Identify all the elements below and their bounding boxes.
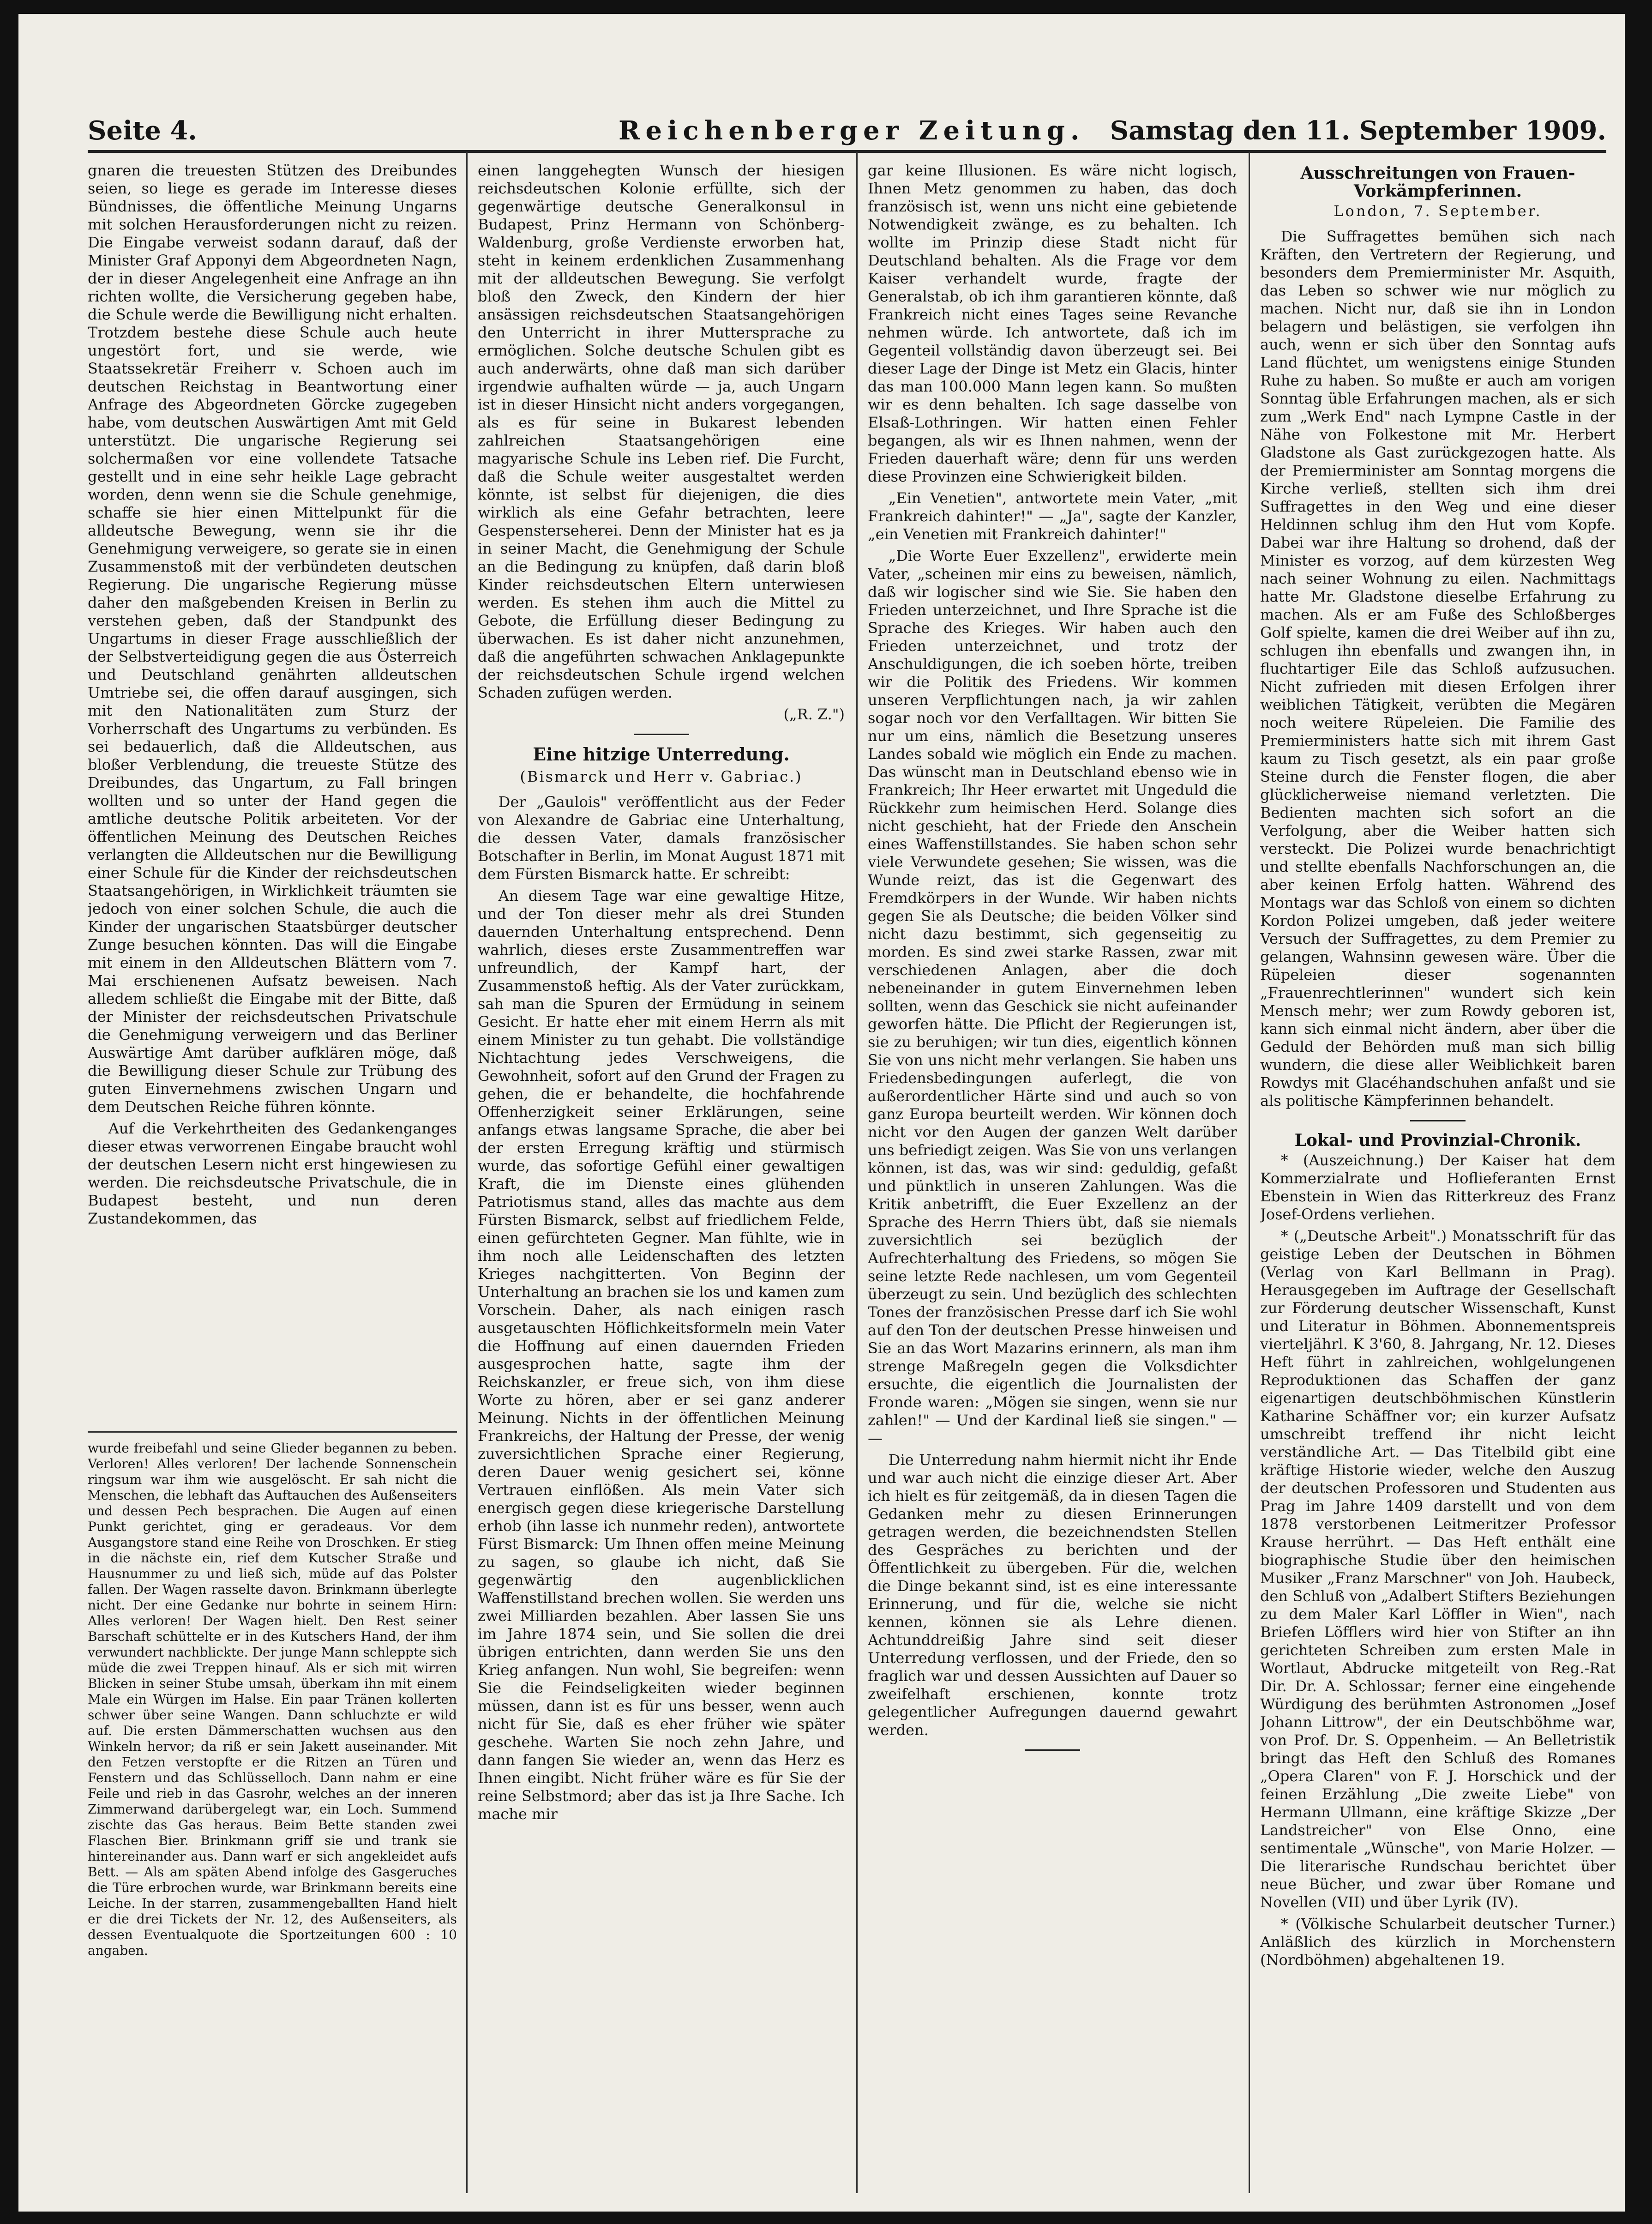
article-paragraph: Der „Gaulois" veröffentlicht aus der Feder von Alexandre de Gabriac eine Unterhaltung, die dessen Vater, damals französischer Botschafter in Berlin, im Monat August 1871 mit dem Fürsten Bismarck hatte. Er schreibt:: [478, 793, 845, 883]
news-item: * (Völkische Schularbeit deutscher Turner.) Anläßlich des kürzlich in Morchenstern (Nordböhmen) abgehaltenen 19.: [1260, 1915, 1616, 1969]
page-number: Seite 4.: [88, 115, 197, 146]
news-item: * („Deutsche Arbeit".) Monatsschrift für das geistige Leben der Deutschen in Böhmen (Verlag von Karl Bellmann in Prag). Herausgegeben im Auftrage der Gesellschaft zur Förderung deutscher Wissenschaft, Kunst und Literatur in Böhmen. Abonnementspreis vierteljährl. K 3'60, 8. Jahrgang, Nr. 12. Dieses Heft führt in zahlreichen, wohlgelungenen Reproduktionen das Schaffen der ganz eigenartigen deutschböhmischen Künstlerin Katharine Schäffner vor; ein kurzer Aufsatz umschreibt treffend ihr nicht leicht verständliche Art. — Das Titelbild gibt eine kräftige Historie wieder, welche den Auszug der deutschen Professoren und Studenten aus Prag im Jahre 1409 darstellt und von dem 1878 verstorbenen Leitmeritzer Professor Krause herrührt. — Das Heft enthält eine biographische Studie über den heimischen Musiker „Franz Marschner" von Joh. Haubeck, den Schluß von „Adalbert Stifters Beziehungen zu dem Maler Karl Löffler in Wien", nach Briefen Löfflers wird hier von Stifter an ihn gerichteten Schreiben zum ersten Male in Wortlaut, Abdrucke mitgeteilt von Reg.-Rat Dir. Dr. A. Schlossar; ferner eine eingehende Würdigung des berühmten Astronomen „Josef Johann Littrow", der ein Deutschböhme war, von Prof. Dr. S. Oppenheim. — An Belletristik bringt das Heft den Schluß des Romanes „Opera Claren" von F. J. Horschick und der feinen Erzählung „Die zweite Liebe" von Hermann Ullmann, eine kräftige Skizze „Der Landstreicher" von Else Onno, eine sentimentale „Wünsche", von Marie Holzer. — Die literarische Rundschau berichtet über neue Bücher, und zwar über Romane und Novellen (VII) und über Lyrik (IV).: [1260, 1227, 1616, 1911]
column-1: [88, 162, 457, 1422]
newspaper-page: [18, 14, 1625, 2212]
feuilleton-serial: [88, 1440, 457, 2188]
column-2: [478, 162, 845, 2193]
news-item: * (Auszeichnung.) Der Kaiser hat dem Kommerzialrate und Hoflieferanten Ernst Ebenstein in Wien das Ritterkreuz des Franz Josef-Ordens verliehen.: [1260, 1151, 1616, 1223]
section-separator: [634, 734, 689, 735]
column-divider: [856, 152, 858, 2193]
article-paragraph: „Die Worte Euer Exzellenz", erwiderte mein Vater, „scheinen mir eins zu beweisen, nämlich, daß wir logischer sind wie Sie. Sie haben den Frieden unterzeichnet, und Ihre Sprache ist die Sprache des Krieges. Wir haben auch den Frieden unterzeichnet, und trotz der Anschuldigungen, die ich soeben hörte, treiben wir die Politik des Friedens. Wir kommen unseren Verpflichtungen nach, ja wir zahlen sogar noch vor den Verfalltagen. Wir bitten Sie nur um eins, nämlich die Besetzung unseres Landes sobald wie möglich ein Ende zu machen. Das wünscht man in Deutschland ebenso wie in Frankreich; Ihr Heer erwartet mit Ungeduld die Rückkehr zum heimischen Herd. Solange dies nicht geschieht, hat der Friede den Anschein eines Waffenstillstandes. Sie haben schon sehr viele Verwundete gesehen; Sie wissen, was die Wunde reizt, das ist die Gegenwart des Fremdkörpers in der Wunde. Wir haben nichts gegen Sie als Deutsche; die beiden Völker sind nicht dazu bestimmt, sich gegenseitig zu morden. Es sind zwei starke Rassen, zwar mit verschiedenen Anlagen, aber die doch nebeneinander in gutem Einvernehmen leben sollten, wenn das Geschick sie nicht aufeinander geworfen hätte. Die Pflicht der Regierungen ist, sie zu beruhigen; wir tun dies, eigentlich können Sie von uns nicht mehr verlangen. Sie haben uns Friedensbedingungen auferlegt, die von außerordentlicher Härte sind und auch so von ganz Europa beurteilt werden. Wir können doch nicht vor den Augen der ganzen Welt darüber uns befriedigt zeigen. Was Sie von uns verlangen können, ist das, was wir sind: geduldig, gefaßt und pünktlich in unseren Zahlungen. Was die Kritik anbetrifft, die Euer Exzellenz an der Sprache des Herrn Thiers übt, daß sie niemals zuversichtlich sei bezüglich der Aufrechterhaltung des Friedens, so mögen Sie seine letzte Rede nachlesen, um vom Gegenteil überzeugt zu sein. Und bezüglich des schlechten Tones der französischen Presse darf ich Sie wohl auf den Ton der deutschen Presse hinweisen und Sie an das Wort Mazarins erinnern, als man ihm strenge Maßregeln gegen die Volksdichter ersuchte, die eigentlich die Journalisten der Fronde waren: „Mögen sie singen, wenn sie nur zahlen!" — Und der Kardinal ließ sie singen." — —: [868, 547, 1237, 1447]
feuilleton-rule: [88, 1431, 457, 1433]
page-header: [88, 102, 1606, 152]
article-paragraph: An diesem Tage war eine gewaltige Hitze, und der Ton dieser mehr als drei Stunden dauernden Unterhaltung entsprechend. Denn wahrlich, dieses erste Zusammentreffen war unfreundlich, der Kampf hart, der Zusammenstoß heftig. Als der Vater zurückkam, sah man die Spuren der Ermüdung in seinem Gesicht. Er hatte eher mit einem Herrn als mit einem Minister zu tun gehabt. Die vollständige Nichtachtung jedes Verschweigens, die Gewohnheit, sofort auf den Grund der Fragen zu gehen, die er behandelte, die hochfahrende Offenherzigkeit seiner Erklärungen, seine anfangs etwas langsame Sprache, die aber bei der ersten Erregung kräftig und stürmisch wurde, das sofortige Gefühl einer gewaltigen Kraft, die im Dienste eines glühenden Patriotismus stand, alles das machte aus dem Fürsten Bismarck, selbst auf friedlichem Felde, einen gefürchteten Gegner. Man fühlte, wie in ihm noch alle Leidenschaften des letzten Krieges nachgitterten. Von Beginn der Unterhaltung an brachen sie los und kamen zum Vorschein. Daher, als nach einigen rasch ausgetauschten Höflichkeitsformeln mein Vater die Hoffnung auf einen dauernden Frieden ausgesprochen hatte, sagte ihm der Reichskanzler, er freue sich, von ihm diese Worte zu hören, aber er sei ganz anderer Meinung. Nichts in der öffentlichen Meinung Frankreichs, der Haltung der Presse, der wenig zuversichtlichen Sprache einer Regierung, deren Dauer wenig gesichert sei, könne Vertrauen einflößen. Als mein Vater sich energisch gegen diese kriegerische Darstellung erhob (ihn lasse ich nunmehr reden), antwortete Fürst Bismarck: Um Ihnen offen meine Meinung zu sagen, so glaube ich nicht, daß Sie gegenwärtig den augenblicklichen Waffenstillstand brechen wollen. Sie werden uns zwei Milliarden bezahlen. Aber lassen Sie uns im Jahre 1874 sein, und Sie sollen die drei übrigen entrichten, dann werden Sie uns den Krieg anfangen. Nun wohl, Sie begreifen: wenn Sie die Feindseligkeiten wieder beginnen müssen, dann ist es für uns besser, wenn auch nicht für Sie, daß es eher früher wie später geschehe. Warten Sie noch zehn Jahre, und dann fangen Sie wieder an, wenn das Herz es Ihnen eingibt. Nicht früher wäre es für Sie der reine Selbstmord; aber das ist ja Ihre Sache. Ich mache mir: [478, 887, 845, 1823]
article-paragraph: „Ein Venetien", antwortete mein Vater, „mit Frankreich dahinter!" — „Ja", sagte der Kanzler, „ein Venetien mit Frankreich dahinter!": [868, 489, 1237, 543]
column-3: [868, 162, 1237, 2193]
article-paragraph: einen langgehegten Wunsch der hiesigen reichsdeutschen Kolonie erfüllte, sich der gegenwärtige deutsche Generalkonsul in Budapest, Prinz Hermann von Schönberg-Waldenburg, große Verdienste erworben hat, steht in keinem erdenklichen Zusammenhang mit der alldeutschen Bewegung. Sie verfolgt bloß den Zweck, den Kindern der hier ansässigen reichsdeutschen Staatsangehörigen den Unterricht in ihrer Muttersprache zu ermöglichen. Solche deutsche Schulen gibt es auch anderwärts, ohne daß man sich darüber irgendwie aufhalten würde — ja, auch Ungarn ist in dieser Hinsicht nicht anders vorgegangen, als es für seine in Bukarest lebenden zahlreichen Staatsangehörigen eine magyarische Schule ins Leben rief. Die Furcht, daß die Schule weiter ausgestaltet werden könnte, ist selbst für diejenigen, die dies wirklich als eine Gefahr betrachten, leere Gespensterseherei. Denn der Minister hat es ja in seiner Macht, die Genehmigung der Schule an die Bedingung zu knüpfen, daß darin bloß Kinder reichsdeutschen Eltern unterwiesen werden. Es stehen ihm auch die Mittel zu Gebote, die Erfüllung dieser Bedingung zu überwachen. Es ist daher nicht anzunehmen, daß die angeführten schwachen Anklagepunkte der reichsdeutschen Schule irgend welchen Schaden zufügen werden.: [478, 162, 845, 701]
serial-text: wurde freibefahl und seine Glieder begannen zu beben. Verloren! Alles verloren! Der lachende Sonnenschein ringsum war ihm wie ausgelöscht. Er sah nicht die Menschen, die lebhaft das Auftauchen des Außenseiters und dessen Pech besprachen. Die Augen auf einen Punkt gerichtet, ging er geradeaus. Vor dem Ausgangstore stand eine Reihe von Droschken. Er stieg in die nächste ein, rief dem Kutscher Straße und Hausnummer zu und ließ sich, müde auf das Polster fallen. Der Wagen rasselte davon. Brinkmann überlegte nicht. Der eine Gedanke nur bohrte in seinem Hirn: Alles verloren! Der Wagen hielt. Den Rest seiner Barschaft schüttelte er in des Kutschers Hand, der ihm verwundert nachblickte. Der junge Mann schleppte sich müde die zwei Treppen hinauf. Als er sich mit wirren Blicken in seiner Stube umsah, überkam ihn mit einem Male ein Würgen im Halse. Ein paar Tränen kollerten schwer über seine Wangen. Dann schluchzte er wild auf. Die ersten Dämmerschatten wuchsen aus den Winkeln hervor; da riß er sein Jakett auseinander. Mit den Fetzen verstopfte er die Ritzen an Türen und Fenstern und das Schlüsselloch. Dann nahm er eine Feile und rieb in das Gasrohr, welches an der inneren Zimmerwand darübergelegt war, ein Loch. Summend zischte das Gas heraus. Beim Bette standen zwei Flaschen Bier. Brinkmann griff sie und trank sie hintereinander aus. Dann warf er sich angekleidet aufs Bett. — Als am späten Abend infolge des Gasgeruches die Türe erbrochen wurde, war Brinkmann bereits eine Leiche. In der starren, zusammengeballten Hand hielt er die drei Tickets der Nr. 12, des Außenseiters, als dessen Eventualquote die Sportzeitungen 600 : 10 angaben.: [88, 1440, 457, 1958]
article-subtitle: (Bismarck und Herr v. Gabriac.): [520, 768, 803, 785]
article-paragraph: Die Unterredung nahm hiermit nicht ihr Ende und war auch nicht die einzige dieser Art. Aber ich hielt es für zeitgemäß, da in diesen Tagen die Gedanken mehr zu diesen Erinnerungen getragen werden, die bezeichnendsten Stellen des Gespräches zu berichten und der Öffentlichkeit zu übergeben. Für die, welchen die Dinge bekannt sind, ist es eine interessante Erinnerung, und für die, welche sie nicht kennen, können sie als Lehre dienen. Achtunddreißig Jahre sind seit dieser Unterredung verflossen, und der Friede, den so fraglich war und dessen Aussichten auf Dauer so zweifelhaft erschienen, konnte trotz gelegentlicher Aufregungen dauernd gewahrt werden.: [868, 1451, 1237, 1739]
section-separator: [1025, 1749, 1080, 1751]
section-headline: Lokal- und Provinzial-Chronik.: [1294, 1131, 1581, 1150]
issue-date: Samstag den 11. September 1909.: [1110, 115, 1606, 146]
column-4: [1260, 162, 1616, 2193]
article-headline: Eine hitzige Unterredung.: [533, 744, 790, 765]
newspaper-title: Reichenberger Zeitung.: [619, 115, 1085, 146]
article-source: („R. Z."): [783, 705, 845, 723]
article-paragraph: Die Suffragettes bemühen sich nach Kräften, den Vertretern der Regierung, und besonders dem Premierminister Mr. Asquith, das Leben so schwer wie nur möglich zu machen. Nicht nur, daß sie ihn in London belagern und belästigen, sie verfolgen ihn auch, wenn er sich über den Sonntag aufs Land flüchtet, um wenigstens einige Stunden Ruhe zu haben. So mußte er auch am vorigen Sonntag üble Erfahrungen machen, als er sich zum „Werk End" nach Lympne Castle in der Nähe von Folkestone mit Mr. Herbert Gladstone als Gast zurückgezogen hatte. Als der Premierminister am Sonntag morgens die Kirche verließ, stellten sich ihm drei Suffragettes in den Weg und eine dieser Heldinnen schlug ihm den Hut vom Kopfe. Dabei war ihre Haltung so drohend, daß der Minister es vorzog, auf dem kürzesten Weg nach seiner Wohnung zu eilen. Nachmittags hatte Mr. Gladstone dieselbe Erfahrung zu machen. Als er am Fuße des Schloßberges Golf spielte, kamen die drei Weiber auf ihn zu, schlugen ihn ebenfalls und zwangen ihn, in fluchtartiger Eile das Schloß aufzusuchen. Nicht zufrieden mit diesen Erfolgen ihrer weiblichen Tätigkeit, verübten die Megären noch weitere Rüpeleien. Die Familie des Premierministers hatte sich mit ihrem Gast kaum zu Tisch gesetzt, als ein paar große Steine durch die Fenster flogen, die aber glücklicherweise niemand verletzten. Die Bedienten machten sich sofort an die Verfolgung, aber die Weiber hatten sich versteckt. Die Polizei wurde benachrichtigt und stellte ebenfalls Nachforschungen an, die aber keinen Erfolg hatten. Während des Montags war das Schloß von einem so dichten Kordon Polizei umgeben, daß jeder weitere Versuch der Suffragettes, zu dem Premier zu gelangen, Wahnsinn gewesen wäre. Über die Rüpeleien dieser sogenannten „Frauenrechtlerinnen" wundert sich kein Mensch mehr; wer zum Rowdy geboren ist, kann sich einmal nicht ändern, aber über die Geduld der Behörden muß man sich billig wundern, die diese aller Weiblichkeit baren Rowdys mit Glacéhandschuhen anfaßt und sie als politische Kämpferinnen behandelt.: [1260, 228, 1616, 1109]
column-divider: [1249, 152, 1250, 2193]
article-dateline: London, 7. September.: [1334, 202, 1542, 220]
header-rule: [88, 150, 1606, 153]
article-paragraph: gnaren die treuesten Stützen des Dreibundes seien, so liege es gerade im Interesse dieses Bündnisses, die öffentliche Meinung Ungarns mit solchen Herausforderungen nicht zu reizen. Die Eingabe verweist sodann darauf, daß der Minister Graf Apponyi dem Abgeordneten Nagn, der in dieser Angelegenheit eine Anfrage an ihn richten wollte, die Versicherung gegeben habe, die Schule werde die Bewilligung nicht erhalten. Trotzdem bestehe diese Schule auch heute ungestört fort, und sie werde, wie Staatssekretär Freiherr v. Schoen auch im deutschen Reichstag in Beantwortung einer Anfrage des Abgeordneten Görcke zugegeben habe, vom deutschen Auswärtigen Amt mit Geld unterstützt. Die ungarische Regierung sei solchermaßen vor eine vollendete Tatsache gestellt und in eine sehr heikle Lage gebracht worden, denn wenn sie die Schule genehmige, schaffe sie hier einen Mittelpunkt für die alldeutsche Bewegung, wenn sie ihr die Genehmigung verweigere, so gerate sie in einen Zusammenstoß mit der verbündeten deutschen Regierung. Die ungarische Regierung müsse daher den maßgebenden Kreisen in Berlin zu verstehen geben, daß der Standpunkt des Ungartums in dieser Frage ausschließlich der der Selbstverteidigung gegen die aus Österreich und Deutschland genährten alldeutschen Umtriebe sei, die offen darauf ausgingen, sich mit den Nationalitäten zum Sturz der Vorherrschaft des Ungartums zu verbünden. Es sei bedauerlich, daß die Alldeutschen, aus bloßer Verblendung, die treueste Stütze des Dreibundes, das Ungartum, zu Fall bringen wollten und so unter der Hand gegen die amtliche deutsche Politik arbeiteten. Vor der öffentlichen Meinung des Deutschen Reiches verlangten die Alldeutschen nur die Bewilligung einer Schule für die Kinder der reichsdeutschen Staatsangehörigen, in Wirklichkeit träumten sie jedoch von einer solchen Schule, die auch die Kinder der ungarischen Staatsbürger deutscher Zunge besuchen könnten. Das will die Eingabe mit einem in den Alldeutschen Blättern vom 7. Mai erschienenen Aufsatz beweisen. Nach alledem schließt die Eingabe mit der Bitte, daß der Minister der reichsdeutschen Privatschule die Genehmigung verweigern und das Berliner Auswärtige Amt darüber aufklären möge, daß die Bewilligung dieser Schule zur Trübung des guten Einvernehmens zwischen Ungarn und dem Deutschen Reiche führen könnte.: [88, 162, 457, 1115]
article-paragraph: gar keine Illusionen. Es wäre nicht logisch, Ihnen Metz genommen zu haben, das doch französisch ist, wenn uns nicht eine gebietende Notwendigkeit zwänge, es zu behalten. Ich wollte im Prinzip diese Stadt nicht für Deutschland behalten. Als die Frage vor dem Kaiser verhandelt wurde, fragte der Generalstab, ob ich ihm garantieren könnte, daß Frankreich nicht eines Tages seine Revanche nehmen würde. Ich antwortete, daß ich im Gegenteil vollständig davon überzeugt sei. Bei dieser Lage der Dinge ist Metz ein Glacis, hinter das man 100.000 Mann legen kann. So mußten wir es denn behalten. Ich sage dasselbe von Elsaß-Lothringen. Wir hatten einen Fehler begangen, als wir es Ihnen nahmen, wenn der Frieden dauerhaft wäre; denn für uns werden diese Provinzen eine Schwierigkeit bilden.: [868, 162, 1237, 485]
article-paragraph: Auf die Verkehrtheiten des Gedankenganges dieser etwas verworrenen Eingabe braucht wohl der deutschen Lesern nicht erst hingewiesen zu werden. Die reichsdeutsche Privatschule, die in Budapest besteht, und nun deren Zustandekommen, das: [88, 1120, 457, 1227]
column-divider: [466, 152, 468, 2193]
section-separator: [1410, 1120, 1466, 1121]
article-headline: Ausschreitungen von Frauen-Vorkämpferinnen.: [1300, 163, 1575, 201]
